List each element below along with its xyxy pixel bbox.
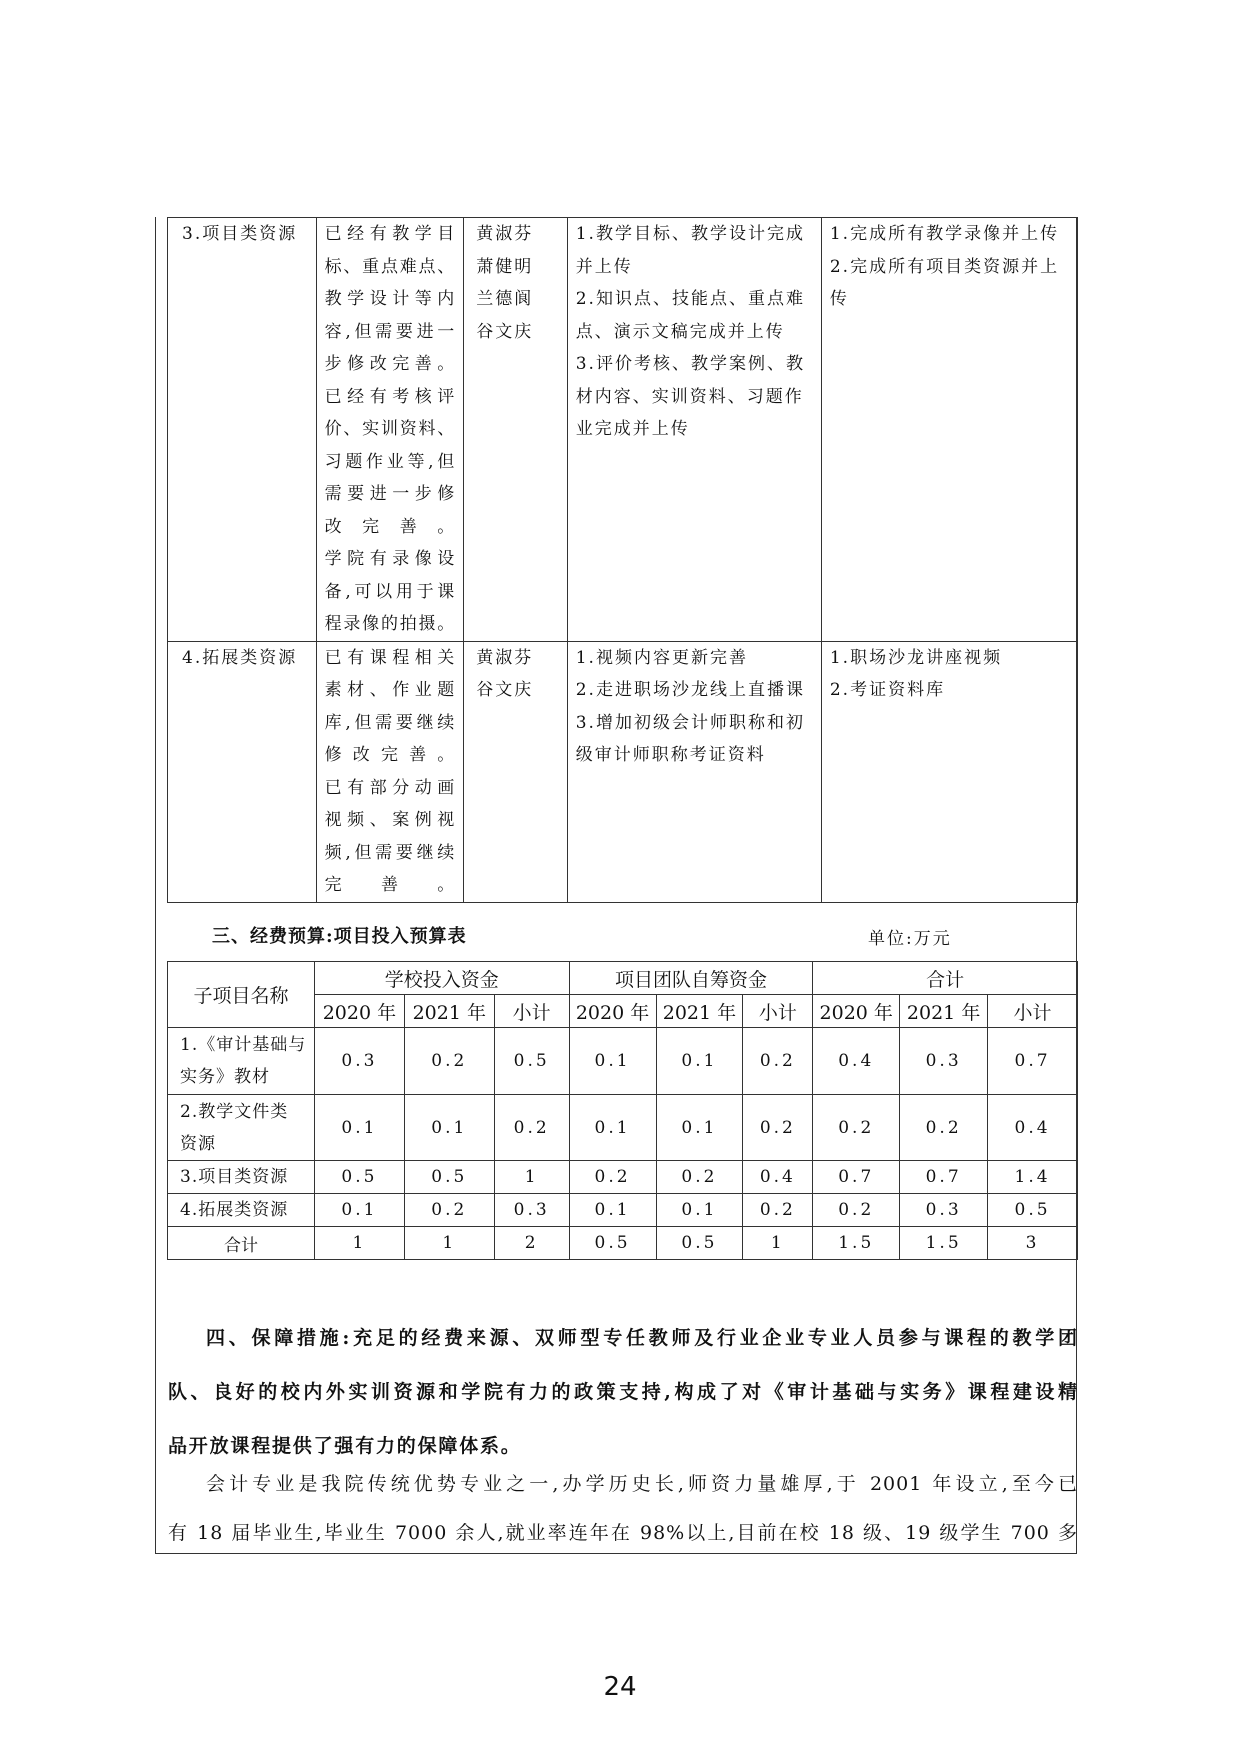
cell-line: 标、重点难点、 — [324, 256, 456, 277]
paragraph-line: 有 18 届毕业生,毕业生 7000 余人,就业率连年在 98%以上,目前在校 18 级、19 级学生 700 多 — [168, 1522, 1078, 1544]
budget-value: 0.5 — [314, 1161, 404, 1194]
cell-line: 已有部分动画 — [324, 777, 456, 798]
cell-line: 3.评价考核、教学案例、教 — [575, 354, 805, 374]
cell-line: 需要进一步修 — [324, 484, 456, 504]
budget-value: 0.5 — [404, 1161, 494, 1194]
budget-value: 1.5 — [900, 1227, 988, 1260]
budget-group-school: 学校投入资金 — [314, 962, 569, 995]
budget-value: 0.2 — [404, 1194, 494, 1227]
plan-basis — [316, 218, 464, 642]
cell-line: 级审计师职称考证资料 — [575, 745, 766, 765]
cell-line: 黄淑芬 — [476, 647, 534, 668]
cell-line: 库,但需要继续 — [324, 712, 456, 733]
budget-row-name — [168, 1161, 315, 1194]
budget-value: 0.1 — [656, 1095, 743, 1161]
cell-line: 合计 — [223, 1235, 258, 1256]
budget-value: 1 — [494, 1161, 569, 1194]
cell-line: 资源 — [180, 1133, 216, 1154]
cell-line: 步修改完善。 — [324, 354, 456, 374]
budget-value: 0.2 — [743, 1095, 813, 1161]
budget-value: 0.7 — [813, 1161, 900, 1194]
budget-subcol-header: 2021 年 — [900, 995, 988, 1028]
budget-value: 0.2 — [404, 1028, 494, 1095]
cell-line: 习题作业等,但 — [324, 451, 456, 472]
budget-value: 0.1 — [404, 1095, 494, 1161]
budget-value: 1 — [314, 1227, 404, 1260]
measures-line: 四、保障措施:充足的经费来源、双师型专任教师及行业企业专业人员参与课程的教学团 — [206, 1327, 1078, 1349]
cell-line: 4.拓展类资源 — [180, 1200, 289, 1220]
cell-line: 3.项目类资源 — [182, 224, 298, 244]
cell-line: 并上传 — [575, 256, 633, 277]
cell-line: 4.拓展类资源 — [182, 647, 298, 668]
budget-value: 0.4 — [743, 1161, 813, 1194]
budget-value: 1.5 — [813, 1227, 900, 1260]
cell-line: 教学设计等内 — [324, 289, 456, 309]
budget-value: 0.3 — [494, 1194, 569, 1227]
budget-row-name — [168, 1028, 315, 1095]
plan-2020 — [567, 641, 821, 902]
budget-value: 0.2 — [656, 1161, 743, 1194]
cell-line: 完善。 — [324, 875, 456, 895]
budget-value: 0.3 — [900, 1028, 988, 1095]
cell-line: 谷文庆 — [476, 680, 534, 700]
budget-value: 0.2 — [743, 1194, 813, 1227]
budget-subcol-header: 2021 年 — [404, 995, 494, 1028]
cell-line: 1.完成所有教学录像并上传 — [829, 224, 1060, 244]
cell-line: 实务》教材 — [180, 1067, 270, 1087]
cell-line: 3.项目类资源 — [180, 1167, 289, 1187]
cell-line: 1.教学目标、教学设计完成 — [575, 224, 805, 244]
cell-line: 改完善。 — [324, 516, 456, 537]
plan-row — [168, 641, 1078, 902]
cell-line: 1.职场沙龙讲座视频 — [829, 647, 1003, 668]
budget-group-team: 项目团队自筹资金 — [569, 962, 813, 995]
budget-subcol-header: 2020 年 — [569, 995, 656, 1028]
budget-value: 0.1 — [569, 1028, 656, 1095]
budget-value: 0.3 — [314, 1028, 404, 1095]
budget-value: 0.1 — [569, 1194, 656, 1227]
cell-line: 程录像的拍摄。 — [324, 614, 456, 634]
cell-line: 2.知识点、技能点、重点难 — [575, 289, 805, 309]
cell-line: 修改完善。 — [324, 745, 456, 765]
budget-value: 0.2 — [813, 1095, 900, 1161]
plan-2021 — [821, 218, 1077, 642]
cell-line: 备,可以用于课 — [324, 581, 456, 602]
budget-row — [168, 1028, 1078, 1095]
plan-2021 — [821, 641, 1077, 902]
budget-value: 2 — [494, 1227, 569, 1260]
budget-value: 0.1 — [656, 1028, 743, 1095]
budget-value: 0.1 — [656, 1194, 743, 1227]
budget-row — [168, 1194, 1078, 1227]
cell-line: 学院有录像设 — [324, 549, 456, 569]
cell-line: 已经有考核评 — [324, 386, 456, 407]
cell-line: 素材、作业题 — [324, 680, 456, 700]
budget-value: 1 — [404, 1227, 494, 1260]
plan-people — [464, 218, 567, 642]
cell-line: 1.视频内容更新完善 — [575, 647, 748, 668]
budget-col-name-header: 子项目名称 — [168, 962, 315, 1028]
cell-line: 价、实训资料、 — [324, 419, 456, 439]
budget-table — [167, 961, 1078, 1260]
plan-item-name — [168, 641, 317, 902]
budget-row-name — [168, 1095, 315, 1161]
budget-group-total: 合计 — [813, 962, 1078, 995]
budget-value: 0.1 — [314, 1194, 404, 1227]
budget-value: 0.2 — [813, 1194, 900, 1227]
budget-value: 0.7 — [988, 1028, 1078, 1095]
cell-line: 谷文庆 — [476, 321, 534, 342]
plan-basis — [316, 641, 464, 902]
budget-value: 1.4 — [988, 1161, 1078, 1194]
budget-row — [168, 1095, 1078, 1161]
budget-value: 0.1 — [569, 1095, 656, 1161]
cell-line: 传 — [829, 289, 849, 309]
cell-line: 兰德阆 — [476, 289, 534, 309]
plan-row — [168, 218, 1078, 642]
budget-row — [168, 1161, 1078, 1194]
budget-row-name — [168, 1194, 315, 1227]
cell-line: 材内容、实训资料、习题作 — [575, 386, 804, 407]
cell-line: 2.考证资料库 — [829, 680, 946, 700]
budget-value: 0.4 — [988, 1095, 1078, 1161]
budget-value: 3 — [988, 1227, 1078, 1260]
budget-value: 0.4 — [813, 1028, 900, 1095]
cell-line: 容,但需要进一 — [324, 321, 456, 342]
body-paragraph — [168, 1460, 1078, 1558]
budget-value: 0.3 — [900, 1194, 988, 1227]
page-number: 24 — [603, 1672, 637, 1702]
budget-value: 0.2 — [494, 1095, 569, 1161]
budget-value: 0.5 — [494, 1028, 569, 1095]
cell-line: 已经有教学目 — [324, 224, 456, 244]
budget-value: 0.2 — [900, 1095, 988, 1161]
budget-value: 0.2 — [743, 1028, 813, 1095]
cell-line: 萧健明 — [476, 256, 534, 277]
plan-item-name — [168, 218, 317, 642]
cell-line: 视频、案例视 — [324, 810, 456, 830]
plan-2020 — [567, 218, 821, 642]
cell-line: 黄淑芬 — [476, 224, 534, 244]
construction-plan-table — [167, 217, 1078, 903]
plan-people — [464, 641, 567, 902]
budget-unit-label: 单位:万元 — [868, 929, 952, 949]
cell-line: 3.增加初级会计师职称和初 — [575, 712, 805, 733]
safeguard-measures — [168, 1311, 1078, 1473]
budget-value: 0.1 — [314, 1095, 404, 1161]
budget-subcol-header: 小计 — [988, 995, 1078, 1028]
cell-line: 业完成并上传 — [575, 419, 690, 439]
budget-row — [168, 1227, 1078, 1260]
budget-value: 1 — [743, 1227, 813, 1260]
cell-line: 2.教学文件类 — [180, 1101, 289, 1122]
cell-line: 1.《审计基础与 — [180, 1035, 307, 1055]
budget-value: 0.7 — [900, 1161, 988, 1194]
cell-line: 点、演示文稿完成并上传 — [575, 321, 785, 342]
cell-line: 2.完成所有项目类资源并上 — [829, 256, 1060, 277]
budget-value: 0.5 — [569, 1227, 656, 1260]
budget-row-name — [168, 1227, 315, 1260]
budget-subcol-header: 小计 — [494, 995, 569, 1028]
paragraph-line: 会计专业是我院传统优势专业之一,办学历史长,师资力量雄厚,于 2001 年设立,至今已 — [206, 1473, 1078, 1495]
budget-value: 0.2 — [569, 1161, 656, 1194]
budget-subcol-header: 小计 — [743, 995, 813, 1028]
cell-line: 已有课程相关 — [324, 647, 456, 668]
budget-subcol-header: 2020 年 — [813, 995, 900, 1028]
budget-subcol-header: 2021 年 — [656, 995, 743, 1028]
measures-line: 品开放课程提供了强有力的保障体系。 — [168, 1435, 522, 1457]
budget-subcol-header: 2020 年 — [314, 995, 404, 1028]
cell-line: 2.走进职场沙龙线上直播课 — [575, 680, 805, 700]
cell-line: 频,但需要继续 — [324, 842, 456, 863]
budget-value: 0.5 — [988, 1194, 1078, 1227]
measures-line: 队、良好的校内外实训资源和学院有力的政策支持,构成了对《审计基础与实务》课程建设精 — [168, 1381, 1078, 1403]
budget-heading: 三、经费预算:项目投入预算表 — [212, 926, 467, 947]
budget-value: 0.5 — [656, 1227, 743, 1260]
